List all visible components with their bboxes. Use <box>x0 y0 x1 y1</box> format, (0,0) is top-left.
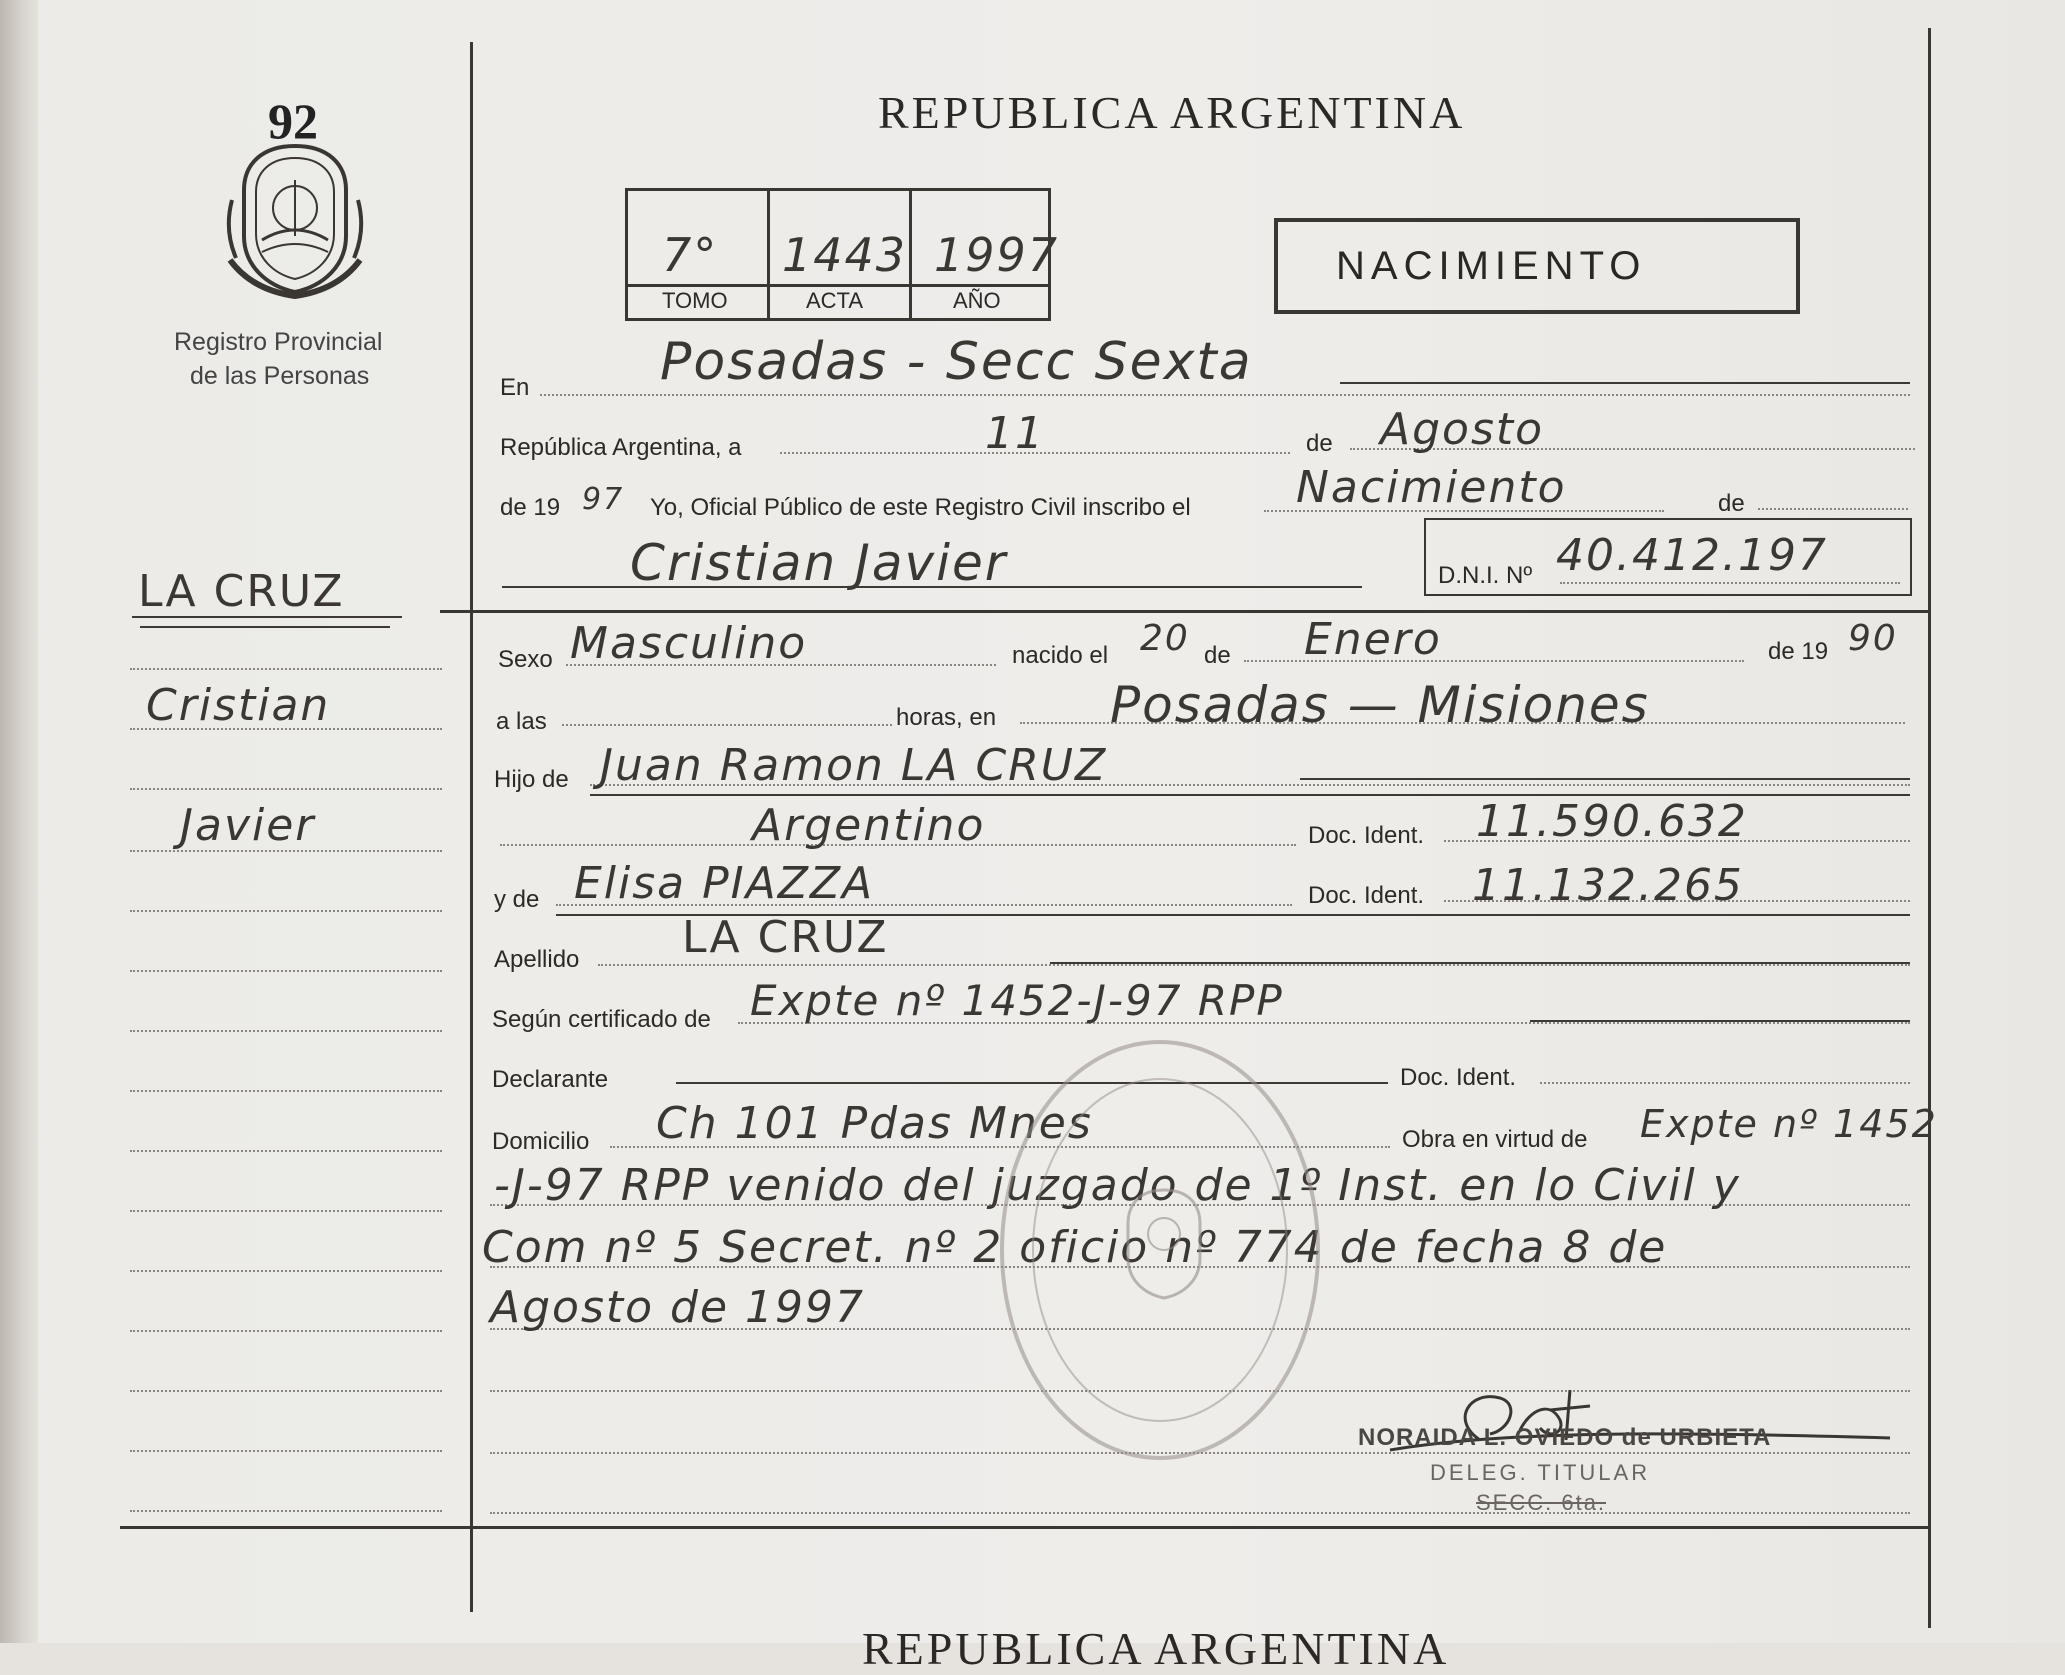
label-doc-ident-father: Doc. Ident. <box>1308 822 1425 849</box>
label-yo-oficial: Yo, Oficial Público de este Registro Civil inscribo el <box>650 494 1191 521</box>
value-dni: 40.412.197 <box>1556 530 1828 581</box>
hour-line <box>562 724 892 726</box>
label-doc-ident-mother: Doc. Ident. <box>1308 882 1425 909</box>
label-doc-ident-declarante: Doc. Ident. <box>1400 1064 1517 1091</box>
margin-line-5 <box>130 910 442 912</box>
document-type-label: NACIMIENTO <box>1336 244 1647 288</box>
value-birth-month: Enero <box>1304 614 1442 665</box>
registry-name-line2: de las Personas <box>190 362 370 390</box>
label-obra: Obra en virtud de <box>1402 1126 1588 1153</box>
margin-line-13 <box>130 1390 442 1392</box>
acta-label: ACTA <box>806 288 864 313</box>
tomo-value: 7° <box>662 228 719 282</box>
margin-line-15 <box>130 1510 442 1512</box>
margin-line-2 <box>130 728 442 730</box>
label-nacido: nacido el <box>1012 642 1109 669</box>
value-father: Juan Ramon LA CRUZ <box>600 740 1108 791</box>
label-de-act: de <box>1718 490 1745 517</box>
signature-title: DELEG. TITULAR <box>1430 1460 1651 1485</box>
value-obra: Expte nº 1452 <box>1640 1102 1938 1146</box>
country-title: REPUBLICA ARGENTINA <box>878 87 1466 138</box>
label-sexo: Sexo <box>498 646 553 673</box>
margin-line-8 <box>130 1090 442 1092</box>
margin-line-3 <box>130 788 442 790</box>
value-year-suffix: 97 <box>582 482 625 517</box>
column-divider <box>470 42 473 1612</box>
value-birth-day: 20 <box>1140 618 1190 659</box>
label-a-las: a las <box>496 708 547 735</box>
margin-surname-rule2 <box>140 626 390 628</box>
label-y-de: y de <box>494 886 540 913</box>
apellido-line <box>598 964 1910 966</box>
official-stamp <box>1000 1040 1320 1460</box>
margin-line-1 <box>130 668 442 670</box>
label-declarante: Declarante <box>492 1066 609 1093</box>
header-divider <box>440 610 1930 613</box>
label-hijo-de: Hijo de <box>494 766 569 793</box>
tomo-label: TOMO <box>662 288 728 313</box>
margin-line-6 <box>130 970 442 972</box>
label-dni: D.N.I. Nº <box>1438 562 1533 589</box>
page-number: 92 <box>268 93 318 149</box>
acta-value: 1443 <box>782 228 908 282</box>
bottom-divider <box>120 1526 1930 1529</box>
signature-name: NORAIDA L. OVIEDO de URBIETA <box>1358 1424 1772 1451</box>
apellido-rule <box>1050 962 1910 964</box>
value-mother-doc: 11.132.265 <box>1472 860 1744 911</box>
act-tail-line <box>1758 508 1908 510</box>
value-birth-year: 90 <box>1848 618 1898 659</box>
margin-line-9 <box>130 1150 442 1152</box>
value-obra-line4: Agosto de 1997 <box>490 1282 865 1333</box>
margin-line-7 <box>130 1030 442 1032</box>
anio-value: 1997 <box>934 228 1060 282</box>
stamp-emblem-icon <box>1114 1184 1214 1304</box>
label-de-19-birth: de 19 <box>1768 638 1829 665</box>
label-de-19: de 19 <box>500 494 561 521</box>
value-act: Nacimiento <box>1296 462 1567 513</box>
label-republica: República Argentina, a <box>500 434 742 461</box>
value-nationality: Argentino <box>752 800 986 851</box>
provincial-seal-icon <box>222 140 368 300</box>
page-binding <box>0 0 38 1643</box>
margin-name1: Cristian <box>146 680 331 731</box>
signature-section: SECC. 6ta. <box>1476 1490 1607 1515</box>
value-en: Posadas - Secc Sexta <box>660 332 1253 392</box>
value-father-doc: 11.590.632 <box>1476 796 1748 847</box>
margin-surname: LA CRUZ <box>138 566 345 617</box>
declarante-doc-line <box>1540 1082 1910 1084</box>
label-horas-en: horas, en <box>896 704 997 731</box>
record-box-divider <box>625 284 1051 287</box>
declarante-rule <box>676 1082 1388 1084</box>
value-obra-line2: -J-97 RPP venido del juzgado de 1º Inst. en lo Civil y <box>494 1160 1741 1211</box>
en-line <box>540 394 1910 396</box>
margin-line-14 <box>130 1450 442 1452</box>
en-rule <box>1340 382 1910 384</box>
obra-line-7 <box>490 1512 1910 1514</box>
value-apellido: LA CRUZ <box>682 912 889 963</box>
anio-label: AÑO <box>953 288 1001 313</box>
value-segun: Expte nº 1452-J-97 RPP <box>750 976 1284 1025</box>
value-day: 11 <box>985 408 1045 459</box>
registry-name-line1: Registro Provincial <box>174 328 383 356</box>
margin-name2: Javier <box>180 800 316 851</box>
value-name: Cristian Javier <box>630 534 1008 592</box>
margin-line-12 <box>130 1330 442 1332</box>
value-domicilio: Ch 101 Pdas Mnes <box>656 1098 1093 1149</box>
label-domicilio: Domicilio <box>492 1128 590 1155</box>
value-month: Agosto <box>1380 404 1545 455</box>
margin-line-4 <box>130 850 442 852</box>
label-segun: Según certificado de <box>492 1006 711 1033</box>
next-page-title: REPUBLICA ARGENTINA <box>862 1623 1450 1674</box>
label-apellido: Apellido <box>494 946 580 973</box>
right-border <box>1928 28 1931 1628</box>
value-obra-line3: Com nº 5 Secret. nº 2 oficio nº 774 de fecha 8 de <box>482 1222 1668 1273</box>
label-en: En <box>500 374 530 401</box>
segun-rule <box>1530 1020 1910 1022</box>
margin-line-11 <box>130 1270 442 1272</box>
label-de-birth: de <box>1204 642 1231 669</box>
margin-surname-rule <box>132 616 402 618</box>
label-de-month: de <box>1306 430 1333 457</box>
value-sexo: Masculino <box>570 618 808 669</box>
value-mother: Elisa PIAZZA <box>574 858 875 909</box>
margin-line-10 <box>130 1210 442 1212</box>
father-rule <box>1300 778 1910 780</box>
dni-line <box>1560 582 1900 584</box>
value-place: Posadas — Misiones <box>1110 676 1650 734</box>
